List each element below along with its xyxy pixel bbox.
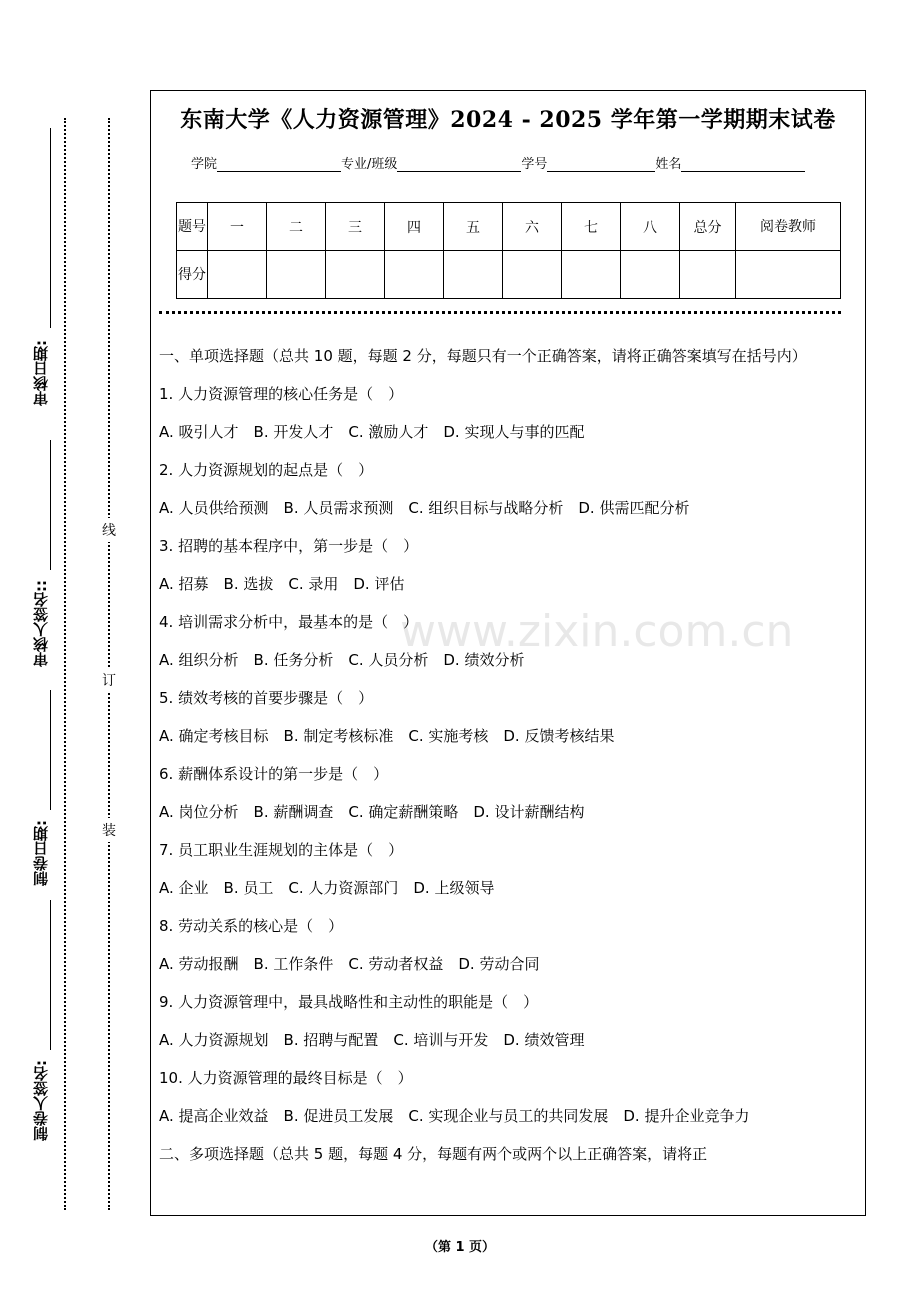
college-label: 学院 xyxy=(191,157,218,172)
col-header-total: 总分 xyxy=(680,203,736,251)
maker-sign-label: 制卷人签名: xyxy=(32,1060,50,1141)
score-cell[interactable] xyxy=(385,251,444,299)
score-cell[interactable] xyxy=(326,251,385,299)
score-cell[interactable] xyxy=(562,251,621,299)
col-header: 六 xyxy=(503,203,562,251)
binding-order-char: 订 xyxy=(102,668,116,692)
question-options: A. 人力资源规划 B. 招聘与配置 C. 培训与开发 D. 绩效管理 xyxy=(159,1031,585,1049)
question-text: 1. 人力资源管理的核心任务是（ ） xyxy=(159,385,404,403)
student-id-label: 学号 xyxy=(521,157,548,172)
page-number: （第 1 页） xyxy=(424,1240,496,1255)
reviewer-cell[interactable] xyxy=(736,251,841,299)
col-header: 八 xyxy=(621,203,680,251)
watermark: www.zixin.com.cn xyxy=(400,606,794,657)
reviewer-date-field[interactable] xyxy=(50,128,51,328)
maker-date-label: 制卷日期: xyxy=(32,820,50,886)
binding-dotted-line xyxy=(108,118,110,1210)
question-options: A. 岗位分析 B. 薪酬调查 C. 确定薪酬策略 D. 设计薪酬结构 xyxy=(159,803,585,821)
student-info-row xyxy=(191,153,805,172)
total-score-cell[interactable] xyxy=(680,251,736,299)
maker-date-field[interactable] xyxy=(50,690,51,810)
col-header: 三 xyxy=(326,203,385,251)
score-cell[interactable] xyxy=(208,251,267,299)
question-text: 7. 员工职业生涯规划的主体是（ ） xyxy=(159,841,404,859)
section-heading: 一、单项选择题（总共 10 题，每题 2 分，每题只有一个正确答案，请将正确答案填写在括号内） xyxy=(159,347,807,365)
question-options: A. 吸引人才 B. 开发人才 C. 激励人才 D. 实现人与事的匹配 xyxy=(159,423,585,441)
major-label: 专业/班级 xyxy=(341,157,398,172)
row-label-score: 得分 xyxy=(177,251,208,299)
score-cell[interactable] xyxy=(621,251,680,299)
score-table-header-row xyxy=(177,203,841,251)
question-options: A. 企业 B. 员工 C. 人力资源部门 D. 上级领导 xyxy=(159,879,495,897)
question-options: A. 招募 B. 选拔 C. 录用 D. 评估 xyxy=(159,575,405,593)
question-options: A. 确定考核目标 B. 制定考核标准 C. 实施考核 D. 反馈考核结果 xyxy=(159,727,615,745)
col-header: 一 xyxy=(208,203,267,251)
col-header: 五 xyxy=(444,203,503,251)
reviewer-sign-label: 审核人签名:: xyxy=(32,580,50,667)
binding-line-char: 线 xyxy=(102,518,116,542)
binding-margin xyxy=(0,0,150,1302)
separator-dotted-line xyxy=(159,311,841,314)
questions-body xyxy=(159,337,859,1173)
question-text: 5. 绩效考核的首要步骤是（ ） xyxy=(159,689,374,707)
row-label-question: 题号 xyxy=(177,203,208,251)
exam-page-frame xyxy=(150,90,866,1216)
signature-dotted-line xyxy=(64,118,66,1210)
question-text: 10. 人力资源管理的最终目标是（ ） xyxy=(159,1069,413,1087)
col-header: 四 xyxy=(385,203,444,251)
score-cell[interactable] xyxy=(267,251,326,299)
question-options: A. 提高企业效益 B. 促进员工发展 C. 实现企业与员工的共同发展 D. 提升企业竞争力 xyxy=(159,1107,750,1125)
major-field[interactable] xyxy=(397,157,521,172)
college-field[interactable] xyxy=(217,157,341,172)
score-table-score-row xyxy=(177,251,841,299)
maker-sign-field[interactable] xyxy=(50,900,51,1050)
question-text: 4. 培训需求分析中，最基本的是（ ） xyxy=(159,613,419,631)
question-options: A. 劳动报酬 B. 工作条件 C. 劳动者权益 D. 劳动合同 xyxy=(159,955,540,973)
question-options: A. 人员供给预测 B. 人员需求预测 C. 组织目标与战略分析 D. 供需匹配分析 xyxy=(159,499,690,517)
exam-title: 东南大学《人力资源管理》2024 - 2025 学年第一学期期末试卷 xyxy=(180,107,836,133)
col-header-reviewer: 阅卷教师 xyxy=(736,203,841,251)
reviewer-sign-field[interactable] xyxy=(50,440,51,570)
score-cell[interactable] xyxy=(444,251,503,299)
binding-bind-char: 装 xyxy=(102,818,116,842)
question-text: 8. 劳动关系的核心是（ ） xyxy=(159,917,344,935)
section-heading: 二、多项选择题（总共 5 题，每题 4 分，每题有两个或两个以上正确答案，请将正 xyxy=(159,1145,708,1163)
question-text: 6. 薪酬体系设计的第一步是（ ） xyxy=(159,765,389,783)
score-table xyxy=(176,202,841,299)
question-text: 2. 人力资源规划的起点是（ ） xyxy=(159,461,374,479)
student-id-field[interactable] xyxy=(547,157,655,172)
score-cell[interactable] xyxy=(503,251,562,299)
col-header: 七 xyxy=(562,203,621,251)
question-options: A. 组织分析 B. 任务分析 C. 人员分析 D. 绩效分析 xyxy=(159,651,525,669)
col-header: 二 xyxy=(267,203,326,251)
name-label: 姓名 xyxy=(655,157,682,172)
name-field[interactable] xyxy=(681,157,805,172)
question-text: 3. 招聘的基本程序中，第一步是（ ） xyxy=(159,537,419,555)
question-text: 9. 人力资源管理中，最具战略性和主动性的职能是（ ） xyxy=(159,993,539,1011)
reviewer-date-label: 审核日期: xyxy=(32,340,50,406)
